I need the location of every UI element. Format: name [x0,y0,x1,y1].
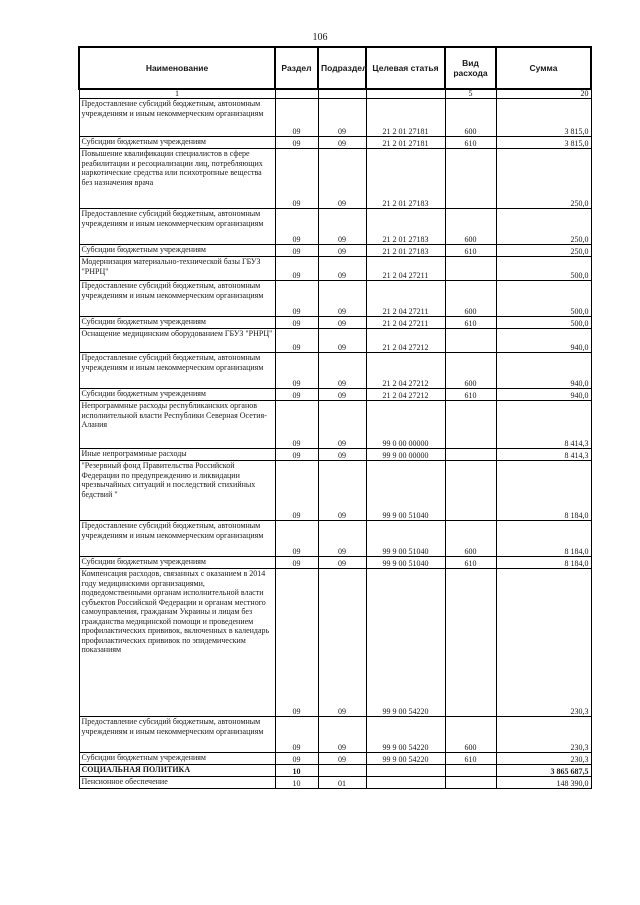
table-row [79,521,591,557]
row-name: Оснащение медицинским оборудованием ГБУЗ "РНРЦ" [79,329,275,353]
row-kind: 600 [445,521,496,557]
row-kind: 610 [445,245,496,257]
row-target: 21 2 04 27212 [366,389,445,401]
row-sum: 250,0 [496,149,591,209]
row-name: Предоставление субсидий бюджетным, автономным учреждениям и иным некоммерческим организациям [79,353,275,389]
row-sum: 500,0 [496,281,591,317]
row-sum: 148 390,0 [496,777,591,789]
table-row [79,329,591,353]
table-row [79,389,591,401]
row-section: 09 [275,317,318,329]
row-target: 21 2 04 27211 [366,281,445,317]
row-kind: 600 [445,353,496,389]
table-row [79,569,591,717]
row-sum: 940,0 [496,389,591,401]
row-target: 99 9 00 54220 [366,717,445,753]
row-subsection: 09 [318,753,366,765]
row-target: 21 2 01 27183 [366,209,445,245]
row-kind: 600 [445,99,496,137]
row-section: 09 [275,209,318,245]
header-target: Целевая статья [366,47,445,89]
row-subsection: 09 [318,317,366,329]
table-row [79,209,591,245]
row-kind: 610 [445,753,496,765]
index-sum: 20 [496,89,591,99]
row-kind [445,765,496,777]
row-kind [445,401,496,449]
row-name: Предоставление субсидий бюджетным, автономным учреждениям и иным некоммерческим организациям [79,281,275,317]
row-name: Субсидии бюджетным учреждениям [79,753,275,765]
row-kind: 600 [445,281,496,317]
row-section: 09 [275,245,318,257]
row-subsection: 09 [318,557,366,569]
row-section: 09 [275,137,318,149]
row-kind [445,461,496,521]
row-sum: 250,0 [496,209,591,245]
header-kind: Вид расхода [445,47,496,89]
row-kind [445,329,496,353]
row-subsection: 09 [318,281,366,317]
row-kind [445,257,496,281]
row-sum: 8 414,3 [496,449,591,461]
row-name: Компенсация расходов, связанных с оказанием в 2014 году медицинскими организациями, подведомственными органам исполнительной власти субъектов Российской Федерации и органам местного самоуправления, гражданам Украины и лицам без гражданства медицинской помощи и проведением профилактических прививок, включенных в календарь профилактических прививок по эпидемическим показаниям [79,569,275,717]
table-row [79,317,591,329]
row-sum: 230,3 [496,569,591,717]
row-subsection: 09 [318,209,366,245]
table-row [79,257,591,281]
row-name: Субсидии бюджетным учреждениям [79,317,275,329]
row-section: 09 [275,281,318,317]
index-row [79,89,591,99]
row-target: 21 2 04 27211 [366,317,445,329]
row-subsection: 09 [318,449,366,461]
table-row [79,99,591,137]
row-subsection: 09 [318,461,366,521]
index-subsection [318,89,366,99]
row-target: 21 2 04 27212 [366,329,445,353]
row-section: 09 [275,449,318,461]
table-row [79,401,591,449]
table-row [79,717,591,753]
row-sum: 8 184,0 [496,521,591,557]
row-name: Предоставление субсидий бюджетным, автономным учреждениям и иным некоммерческим организациям [79,99,275,137]
row-name: Повышение квалификации специалистов в сфере реабилитации и ресоциализации лиц, потребляющих наркотические средства или психотропные вещества без назначения врача [79,149,275,209]
row-kind: 610 [445,389,496,401]
row-subsection [318,765,366,777]
row-kind: 600 [445,717,496,753]
row-kind: 600 [445,209,496,245]
budget-table [78,46,592,789]
row-kind: 610 [445,137,496,149]
row-subsection: 09 [318,137,366,149]
row-section: 09 [275,753,318,765]
page-number: 106 [312,32,328,43]
row-target: 99 9 00 54220 [366,569,445,717]
row-sum: 8 414,3 [496,401,591,449]
row-subsection: 09 [318,401,366,449]
table-row [79,245,591,257]
row-sum: 3 815,0 [496,137,591,149]
row-target: 21 2 01 27183 [366,245,445,257]
row-section: 09 [275,717,318,753]
header-row [79,47,591,89]
row-section: 10 [275,777,318,789]
row-subsection: 09 [318,389,366,401]
row-target: 99 9 00 51040 [366,521,445,557]
row-sum: 250,0 [496,245,591,257]
table-row [79,753,591,765]
table-row [79,137,591,149]
row-subsection: 09 [318,149,366,209]
row-section: 09 [275,569,318,717]
index-section [275,89,318,99]
row-target: 21 2 04 27211 [366,257,445,281]
row-sum: 940,0 [496,353,591,389]
row-name: Предоставление субсидий бюджетным, автономным учреждениям и иным некоммерческим организациям [79,209,275,245]
row-sum: 8 184,0 [496,461,591,521]
row-section: 09 [275,461,318,521]
row-target [366,765,445,777]
row-subsection: 09 [318,257,366,281]
row-section: 09 [275,149,318,209]
row-subsection: 09 [318,329,366,353]
row-target: 21 2 01 27181 [366,99,445,137]
row-target: 99 9 00 54220 [366,753,445,765]
row-section: 09 [275,401,318,449]
row-target: 99 9 00 51040 [366,461,445,521]
row-kind [445,569,496,717]
table-row [79,557,591,569]
row-name: Непрограммные расходы республиканских органов исполнительной власти Республики Северная Осетия-Алания [79,401,275,449]
row-target: 21 2 01 27181 [366,137,445,149]
table-row [79,461,591,521]
row-section: 09 [275,99,318,137]
table-row [79,281,591,317]
row-name: Предоставление субсидий бюджетным, автономным учреждениям и иным некоммерческим организациям [79,521,275,557]
row-section: 09 [275,329,318,353]
index-name: 1 [79,89,275,99]
row-sum: 940,0 [496,329,591,353]
row-name: Субсидии бюджетным учреждениям [79,389,275,401]
row-sum: 500,0 [496,257,591,281]
header-sum: Сумма [496,47,591,89]
row-name: Пенсионное обеспечение [79,777,275,789]
row-name: Предоставление субсидий бюджетным, автономным учреждениям и иным некоммерческим организациям [79,717,275,753]
table-row [79,765,591,777]
row-name: Субсидии бюджетным учреждениям [79,557,275,569]
row-subsection: 09 [318,569,366,717]
row-kind: 610 [445,317,496,329]
row-kind [445,777,496,789]
row-subsection: 09 [318,353,366,389]
header-subsection: Подраздел [318,47,366,89]
row-subsection: 09 [318,99,366,137]
row-section: 09 [275,353,318,389]
row-target: 99 9 00 00000 [366,449,445,461]
row-section: 09 [275,557,318,569]
row-sum: 3 815,0 [496,99,591,137]
row-subsection: 09 [318,717,366,753]
row-sum: 3 865 687,5 [496,765,591,777]
row-target: 99 0 00 00000 [366,401,445,449]
row-subsection: 01 [318,777,366,789]
row-target: 21 2 01 27183 [366,149,445,209]
table-row [79,353,591,389]
row-section: 10 [275,765,318,777]
row-name: СОЦИАЛЬНАЯ ПОЛИТИКА [79,765,275,777]
row-name: Иные непрограммные расходы [79,449,275,461]
row-kind [445,149,496,209]
table-row [79,149,591,209]
table-row [79,777,591,789]
row-target [366,777,445,789]
row-kind [445,449,496,461]
row-name: Субсидии бюджетным учреждениям [79,137,275,149]
row-section: 09 [275,521,318,557]
row-subsection: 09 [318,245,366,257]
row-section: 09 [275,257,318,281]
row-target: 21 2 04 27212 [366,353,445,389]
row-sum: 230,3 [496,753,591,765]
header-name: Наименование [79,47,275,89]
table-row [79,449,591,461]
row-name: "Резервный фонд Правительства Российской Федерации по предупреждению и ликвидации чрезвычайных ситуаций и последствий стихийных бедствий " [79,461,275,521]
row-kind: 610 [445,557,496,569]
row-subsection: 09 [318,521,366,557]
header-section: Раздел [275,47,318,89]
row-target: 99 9 00 51040 [366,557,445,569]
row-sum: 500,0 [496,317,591,329]
index-kind: 5 [445,89,496,99]
row-sum: 8 184,0 [496,557,591,569]
row-sum: 230,3 [496,717,591,753]
row-section: 09 [275,389,318,401]
row-name: Субсидии бюджетным учреждениям [79,245,275,257]
index-target [366,89,445,99]
row-name: Модернизация материально-технической базы ГБУЗ "РНРЦ" [79,257,275,281]
